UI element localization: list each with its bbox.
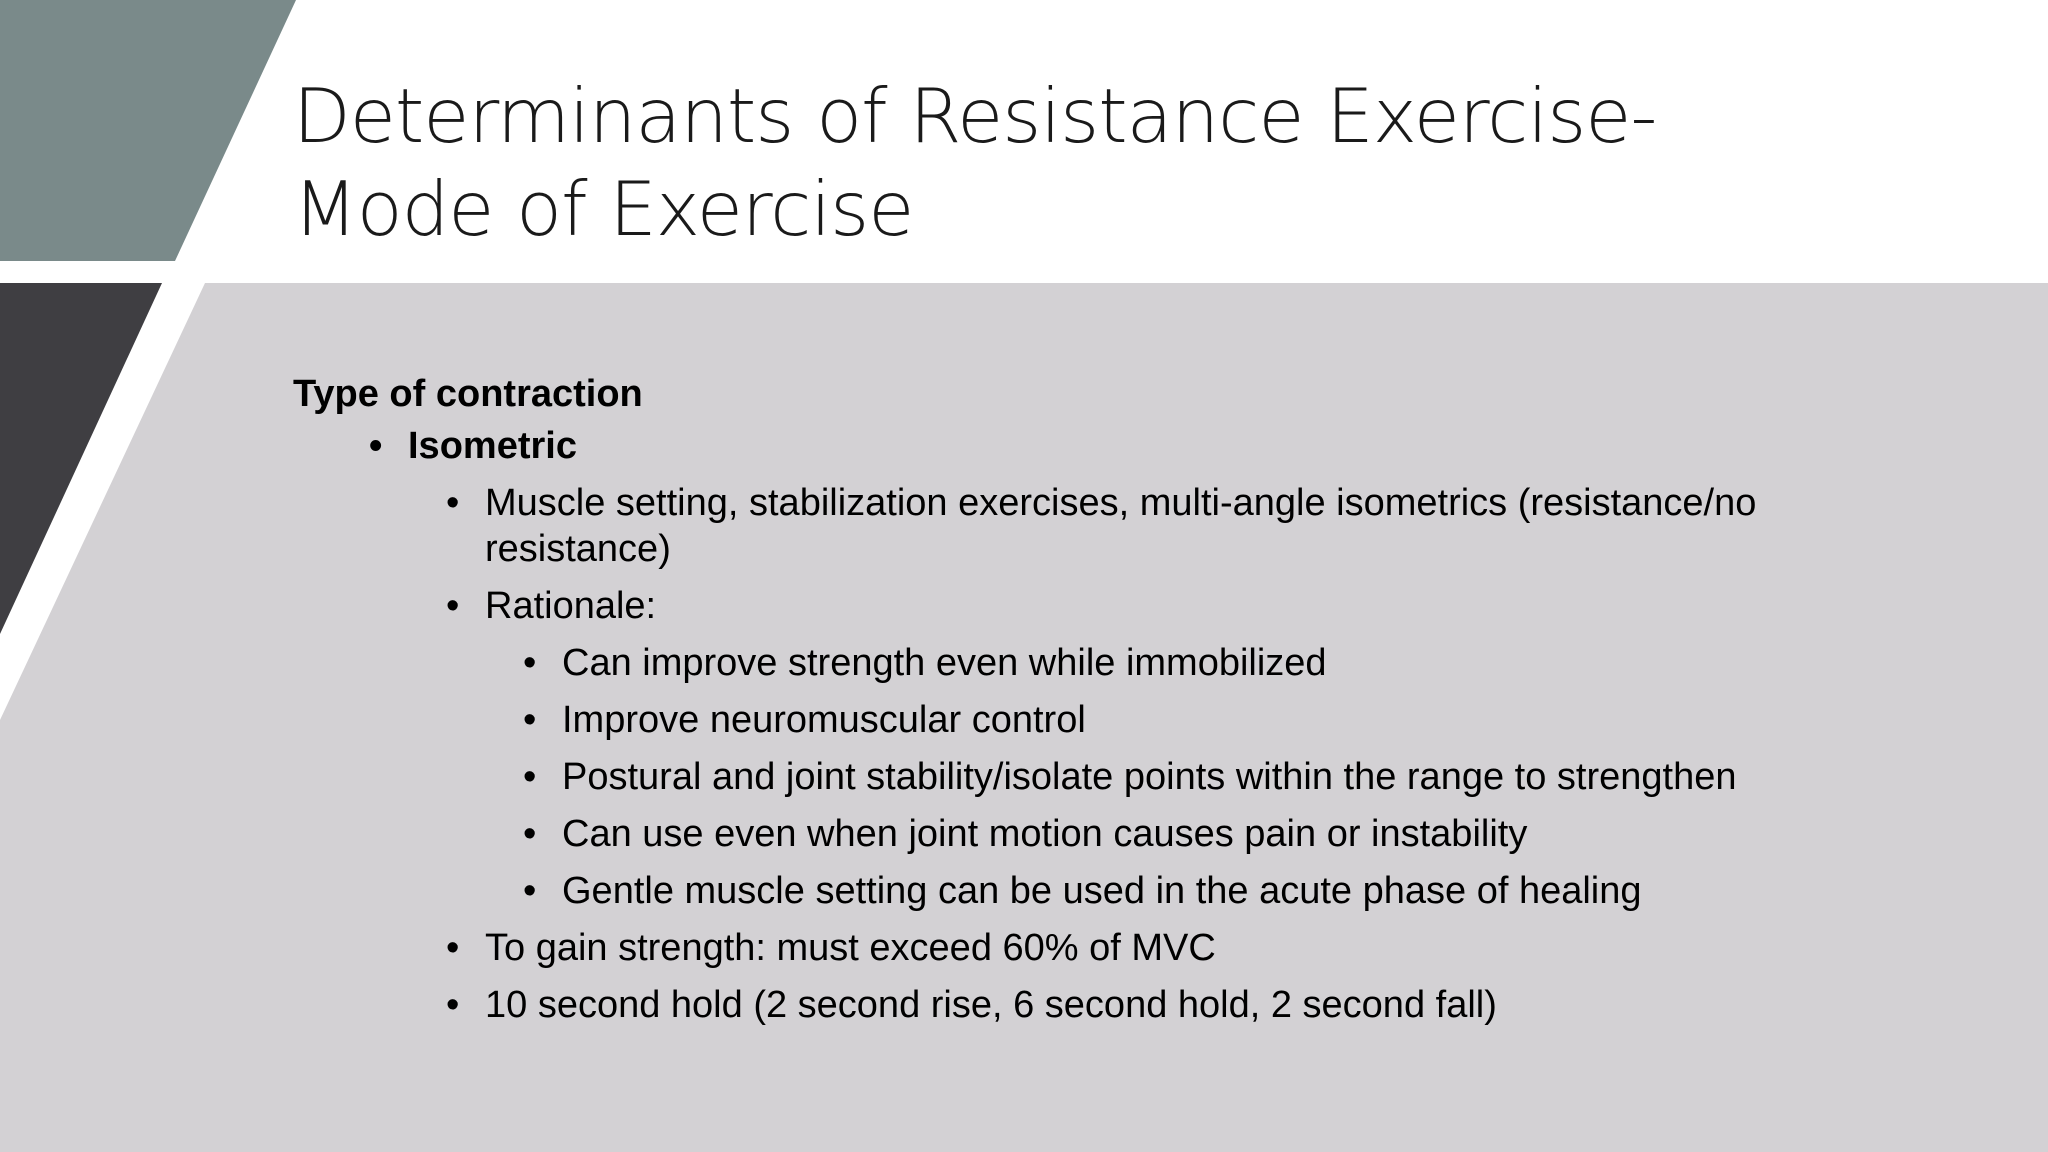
bullet-icon: • bbox=[446, 482, 460, 524]
bullet-text: Can improve strength even while immobilized bbox=[562, 642, 1327, 684]
bullet-icon: • bbox=[523, 642, 537, 684]
bullet-hold bbox=[293, 982, 1853, 1028]
bullet-text: Muscle setting, stabilization exercises, multi-angle isometrics (resistance/no resistance) bbox=[485, 482, 1757, 570]
bullet-text: Isometric bbox=[408, 425, 577, 467]
bullet-text: Rationale: bbox=[485, 585, 657, 627]
bullet-rationale-point bbox=[293, 697, 1853, 743]
bullet-icon: • bbox=[523, 870, 537, 912]
bullet-text: Improve neuromuscular control bbox=[562, 699, 1086, 741]
bullet-isometric bbox=[293, 423, 1853, 469]
bullet-rationale-point bbox=[293, 640, 1853, 686]
bullet-text: Postural and joint stability/isolate points within the range to strengthen bbox=[562, 756, 1737, 798]
bullet-text: 10 second hold (2 second rise, 6 second hold, 2 second fall) bbox=[485, 984, 1497, 1026]
bullet-icon: • bbox=[446, 984, 460, 1026]
bullet-rationale-point bbox=[293, 868, 1853, 914]
slide-content bbox=[293, 366, 1853, 1039]
bullet-icon: • bbox=[523, 813, 537, 855]
bullet-icon: • bbox=[523, 756, 537, 798]
bullet-muscle-setting bbox=[293, 480, 1853, 572]
bullet-rationale-point bbox=[293, 754, 1853, 800]
bullet-icon: • bbox=[523, 699, 537, 741]
bullet-icon: • bbox=[369, 425, 383, 467]
bullet-icon: • bbox=[446, 927, 460, 969]
slide-title: Determinants of Resistance Exercise- Mode of Exercise bbox=[293, 72, 1657, 253]
accent-gray-shape bbox=[0, 0, 296, 261]
section-heading: Type of contraction bbox=[293, 373, 643, 415]
bullet-gain-strength bbox=[293, 925, 1853, 971]
bullet-rationale bbox=[293, 583, 1853, 629]
bullet-icon: • bbox=[446, 585, 460, 627]
bullet-text: Gentle muscle setting can be used in the acute phase of healing bbox=[562, 870, 1642, 912]
bullet-rationale-point bbox=[293, 811, 1853, 857]
bullet-text: To gain strength: must exceed 60% of MVC bbox=[485, 927, 1216, 969]
bullet-text: Can use even when joint motion causes pain or instability bbox=[562, 813, 1528, 855]
